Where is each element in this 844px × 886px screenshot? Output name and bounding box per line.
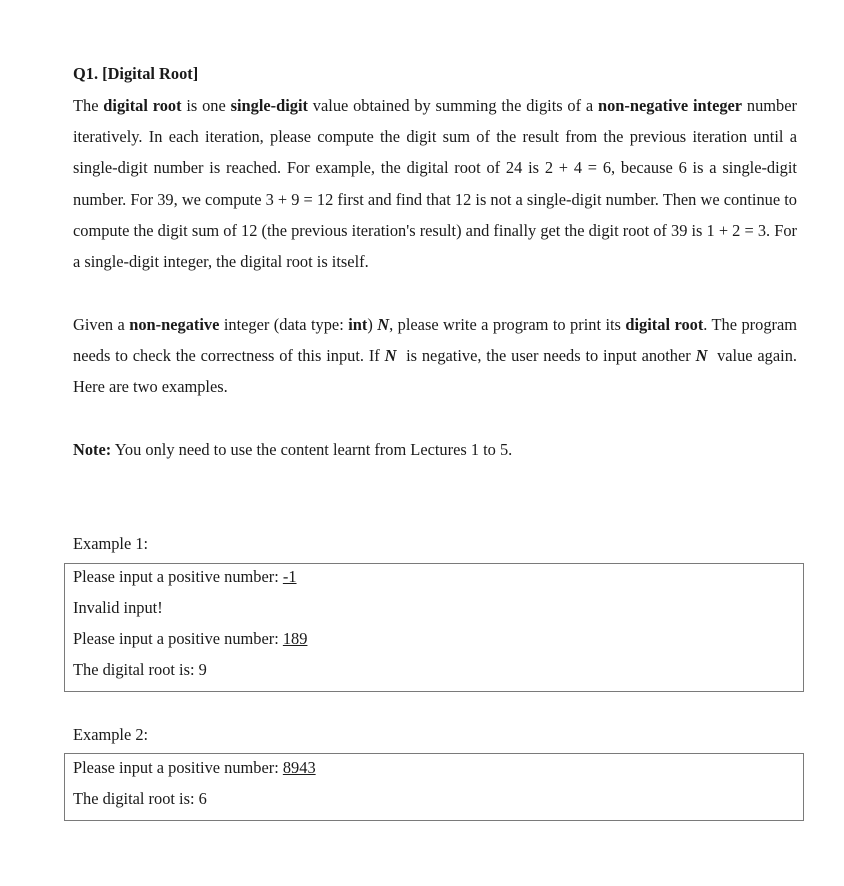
text: ) <box>367 315 378 334</box>
console-line <box>73 597 163 619</box>
note-label: Note: <box>73 440 112 459</box>
text: . For a single-digit integer, the digital root is itself. <box>73 220 798 272</box>
math-expression: 3 + 9 = 12 <box>265 189 334 209</box>
example-2-label: Example 2: <box>73 725 149 744</box>
variable-n: N <box>695 346 708 366</box>
text: value obtained by summing the digits of a <box>308 96 598 115</box>
text: first and find that 12 is not a single-digit number. Then we continue to compute the digit sum of 12 (the previous iteration's result) and finally get the digit root of 39 is <box>73 189 797 240</box>
example-1-label: Example 1: <box>73 534 149 553</box>
text: is one <box>181 96 231 115</box>
prompt-text: Please input a positive number: <box>73 629 283 648</box>
console-line <box>73 659 207 681</box>
console-line <box>73 788 207 810</box>
output-text: The digital root is: 6 <box>73 789 207 808</box>
text: The <box>73 96 104 115</box>
task-paragraph <box>73 309 797 403</box>
note-text: You only need to use the content learnt from Lectures 1 to 5. <box>111 440 513 459</box>
text: value again. Here are two examples. <box>73 346 798 397</box>
console-line <box>73 757 316 779</box>
example-2-console <box>64 753 804 821</box>
term-digital-root: digital root <box>103 96 182 115</box>
output-text: The digital root is: 9 <box>73 660 207 679</box>
text: . The program needs to check the correctness of this input. If <box>73 315 797 366</box>
question-title: Q1. [Digital Root] <box>73 64 199 83</box>
prompt-text: Please input a positive number: <box>73 758 283 777</box>
note-paragraph <box>73 434 797 465</box>
output-text: Invalid input! <box>73 598 163 617</box>
term-non-negative: non-negative <box>129 315 220 334</box>
term-digital-root: digital root <box>625 315 704 334</box>
variable-n: N <box>384 346 397 366</box>
example-1-console <box>64 563 804 692</box>
text: , please write a program to print its <box>389 315 626 334</box>
console-line <box>73 628 307 650</box>
text: integer (data type: <box>219 315 349 334</box>
term-int: int <box>348 315 368 334</box>
math-expression: 2 + 4 = 6 <box>544 158 612 178</box>
description-paragraph <box>73 90 797 277</box>
text: number iteratively. In each iteration, please compute the digit sum of the result from the previous iteration until a single-digit number is reached. For example, the digital root of 24 is <box>73 96 797 178</box>
term-single-digit: single-digit <box>230 96 308 115</box>
term-non-negative-integer: non-negative integer <box>597 96 743 115</box>
user-input: -1 <box>282 567 297 586</box>
prompt-text: Please input a positive number: <box>73 567 283 586</box>
user-input: 8943 <box>282 758 316 777</box>
user-input: 189 <box>282 629 308 648</box>
text: is negative, the user needs to input another <box>401 346 696 366</box>
variable-n: N <box>377 315 390 334</box>
console-line <box>73 566 297 588</box>
math-expression: 1 + 2 = 3 <box>706 220 767 240</box>
text: , because 6 is a single-digit number. For 39, we compute <box>73 158 797 209</box>
text: Given a <box>73 315 130 334</box>
